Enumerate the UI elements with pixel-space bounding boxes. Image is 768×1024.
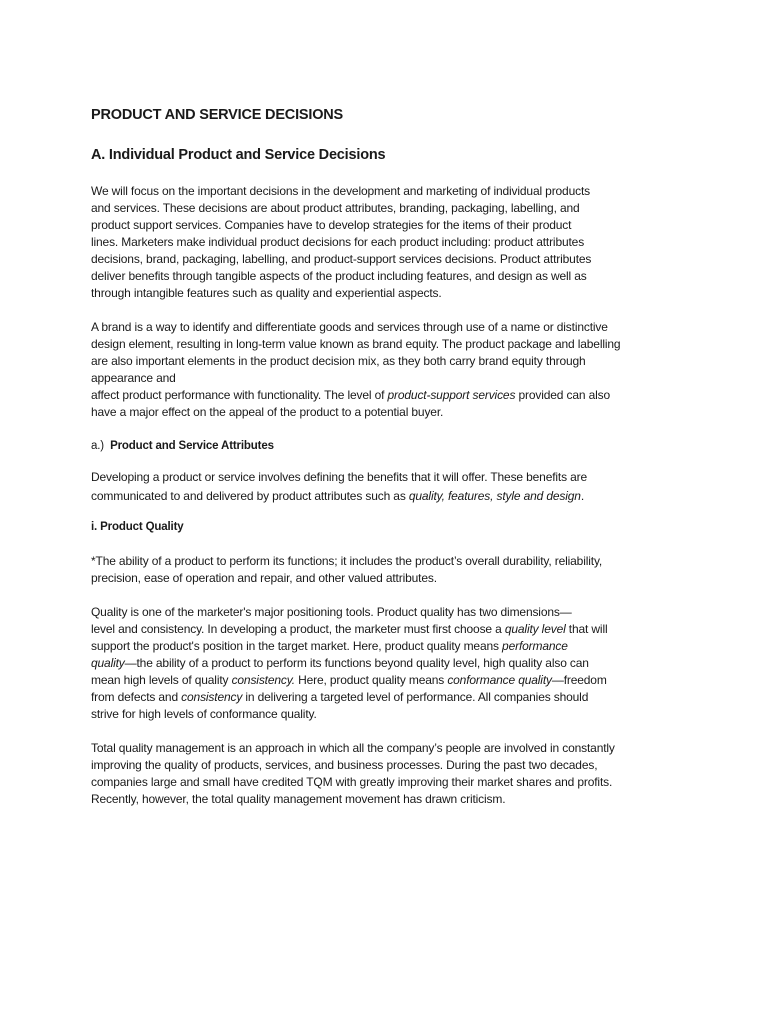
- text-run: that will: [565, 622, 608, 636]
- subsection-label: Product and Service Attributes: [110, 440, 274, 452]
- text-line: and services. These decisions are about product attributes, branding, packaging, labelling, and: [91, 201, 580, 215]
- text-line: [91, 621, 676, 638]
- text-line: deliver benefits through tangible aspects of the product including features, and design as well as: [91, 269, 587, 283]
- section-heading: A. Individual Product and Service Decisions: [91, 147, 386, 163]
- text-line: Quality is one of the marketer's major positioning tools. Product quality has two dimensions—: [91, 605, 572, 619]
- text-run: affect product performance with functionality. The level of: [91, 388, 388, 402]
- text-run: —freedom: [551, 673, 607, 687]
- text-line: [91, 689, 676, 706]
- paragraph-quality-positioning: [91, 604, 676, 723]
- text-line: *The ability of a product to perform its functions; it includes the product’s overall durability, reliability,: [91, 554, 603, 568]
- subsection-prefix: a.): [91, 440, 111, 452]
- text-line: companies large and small have credited TQM with greatly improving their market shares and profits.: [91, 775, 613, 789]
- subsection-heading-a: [91, 438, 676, 455]
- text-run: Here, product quality means: [294, 673, 448, 687]
- emphasis-text: performance: [502, 639, 568, 653]
- subsection-heading-i: i. Product Quality: [91, 521, 184, 533]
- text-line: [91, 387, 676, 404]
- text-line: have a major effect on the appeal of the product to a potential buyer.: [91, 405, 444, 419]
- paragraph-attributes: [91, 468, 676, 506]
- text-run: from defects and: [91, 690, 182, 704]
- text-line: are also important elements in the product decision mix, as they both carry brand equity through: [91, 354, 586, 368]
- text-run: in delivering a targeted level of performance. All companies should: [242, 690, 589, 704]
- emphasis-text: quality, features, style and design: [408, 489, 581, 503]
- text-run: level and consistency. In developing a product, the marketer must first choose a: [91, 622, 505, 636]
- emphasis-text: quality: [91, 656, 125, 670]
- paragraph-tqm: [91, 740, 676, 808]
- text-run: communicated to and delivered by product attributes such as: [91, 489, 409, 503]
- text-line: [91, 638, 676, 655]
- text-line: Recently, however, the total quality management movement has drawn criticism.: [91, 792, 506, 806]
- paragraph-brand: [91, 319, 676, 421]
- text-run: support the product's position in the target market. Here, product quality means: [91, 639, 503, 653]
- text-line: appearance and: [91, 371, 176, 385]
- text-line: lines. Marketers make individual product decisions for each product including: product attributes: [91, 235, 585, 249]
- text-line: Developing a product or service involves defining the benefits that it will offer. These benefits are: [91, 470, 588, 484]
- emphasis-text: conformance quality: [447, 673, 552, 687]
- text-line: improving the quality of products, services, and business processes. During the past two decades,: [91, 758, 598, 772]
- text-line: through intangible features such as quality and experiential aspects.: [91, 286, 442, 300]
- text-line: [91, 487, 676, 506]
- text-line: [91, 655, 676, 672]
- text-line: A brand is a way to identify and differentiate goods and services through use of a name or distinctive: [91, 320, 608, 334]
- text-line: strive for high levels of conformance quality.: [91, 707, 317, 721]
- text-line: design element, resulting in long-term value known as brand equity. The product package and labelling: [91, 337, 621, 351]
- emphasis-text: quality level: [504, 622, 566, 636]
- text-run: mean high levels of quality: [91, 673, 232, 687]
- text-run: .: [580, 489, 585, 503]
- emphasis-text: product-support services: [387, 388, 516, 402]
- document-content: [91, 104, 676, 808]
- text-run: —the ability of a product to perform its functions beyond quality level, high quality also can: [124, 656, 589, 670]
- emphasis-text: consistency.: [231, 673, 295, 687]
- text-line: [91, 672, 676, 689]
- document-title: PRODUCT AND SERVICE DECISIONS: [91, 107, 344, 123]
- text-run: provided can also: [515, 388, 610, 402]
- text-line: We will focus on the important decisions in the development and marketing of individual products: [91, 184, 590, 198]
- text-line: Total quality management is an approach in which all the company’s people are involved in constantly: [91, 741, 615, 755]
- emphasis-text: consistency: [181, 690, 243, 704]
- text-line: product support services. Companies have to develop strategies for the items of their product: [91, 218, 572, 232]
- text-line: decisions, brand, packaging, labelling, and product-support services decisions. Product attributes: [91, 252, 592, 266]
- text-line: precision, ease of operation and repair, and other valued attributes.: [91, 571, 437, 585]
- paragraph-intro: [91, 183, 676, 302]
- paragraph-quality-definition: [91, 553, 676, 587]
